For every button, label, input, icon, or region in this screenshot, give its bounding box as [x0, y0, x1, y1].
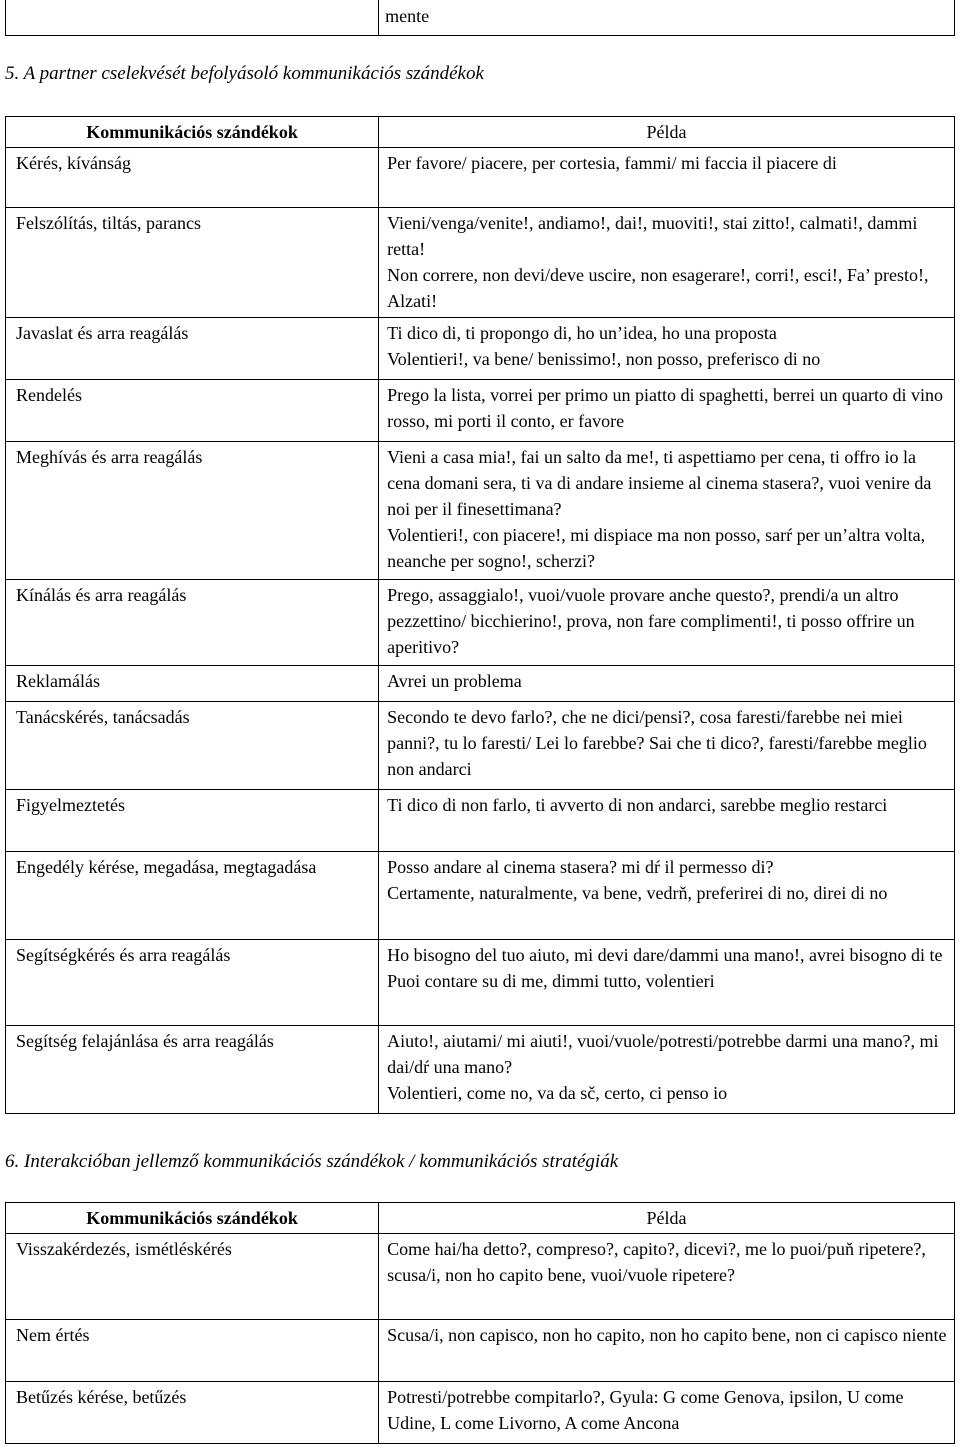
intent-cell: Felszólítás, tiltás, parancs: [6, 208, 379, 318]
intent-cell: Figyelmeztetés: [6, 790, 379, 852]
table-row: [6, 852, 955, 940]
intent-cell: Segítségkérés és arra reagálás: [6, 940, 379, 1026]
example-cell: [379, 790, 955, 852]
example-text: Vieni a casa mia!, fai un salto da me!, ti aspettiamo per cena, ti offro io la cena domani sera, ti va di andare insieme al cinema stasera?, vuoi venire da noi per il finesettimana?: [387, 447, 932, 519]
table-row: [6, 702, 955, 790]
table-row: [6, 580, 955, 666]
example-text: Ti dico di non farlo, ti avverto di non andarci, sarebbe meglio restarci: [387, 795, 888, 815]
column-header: Kommunikációs szándékok: [6, 1203, 379, 1234]
intent-cell: Nem értés: [6, 1320, 379, 1382]
intent-cell: Segítség felajánlása és arra reagálás: [6, 1026, 379, 1114]
table-header-row: [6, 117, 955, 148]
example-text: Volentieri, come no, va da sč, certo, ci penso io: [387, 1083, 728, 1103]
section-title: 5. A partner cselekvését befolyásoló kommunikációs szándékok: [5, 63, 484, 84]
example-cell: [379, 580, 955, 666]
example-cell: [379, 702, 955, 790]
example-text: Potresti/potrebbe compitarlo?, Gyula: G come Genova, ipsilon, U come Udine, L come Livorno, A come Ancona: [387, 1387, 904, 1433]
example-cell: [379, 1320, 955, 1382]
example-cell: [379, 380, 955, 442]
table-row: [6, 790, 955, 852]
intent-cell: Reklamálás: [6, 666, 379, 702]
table-row: [6, 1382, 955, 1444]
example-cell: [379, 1026, 955, 1114]
table-row: [6, 148, 955, 208]
continued-table: [5, 0, 955, 36]
column-header: Példa: [379, 1203, 955, 1234]
example-text: Avrei un problema: [387, 671, 522, 691]
table-row: [6, 0, 955, 36]
table-row: [6, 380, 955, 442]
example-cell: [379, 208, 955, 318]
intent-table: [5, 116, 955, 1114]
column-header: Példa: [379, 117, 955, 148]
intent-cell: Rendelés: [6, 380, 379, 442]
example-text: Volentieri!, va bene/ benissimo!, non posso, preferisco di no: [387, 349, 821, 369]
intent-cell: Kérés, kívánság: [6, 148, 379, 208]
section-title: 6. Interakcióban jellemző kommunikációs szándékok / kommunikációs stratégiák: [5, 1151, 619, 1172]
example-text: Volentieri!, con piacere!, mi dispiace ma non posso, sarŕ per un’altra volta, neanche per sogno!, scherzi?: [387, 525, 926, 571]
example-text: Aiuto!, aiutami/ mi aiuti!, vuoi/vuole/potresti/potrebbe darmi una mano?, mi dai/dŕ una mano?: [387, 1031, 939, 1077]
example-cell: [379, 940, 955, 1026]
table-row: [6, 940, 955, 1026]
example-cell: [379, 1382, 955, 1444]
example-text: Prego, assaggialo!, vuoi/vuole provare anche questo?, prendi/a un altro pezzettino/ bicchierino!, prova, non fare complimenti!, ti posso offrire un aperitivo?: [387, 585, 915, 657]
table-row: [6, 208, 955, 318]
example-cell: [379, 148, 955, 208]
table-row: [6, 1320, 955, 1382]
table-cell: [6, 0, 379, 36]
example-cell: [379, 318, 955, 380]
example-text: Prego la lista, vorrei per primo un piatto di spaghetti, berrei un quarto di vino rosso, mi porti il conto, er favore: [387, 385, 943, 431]
example-text: Ti dico di, ti propongo di, ho un’idea, ho una proposta: [387, 323, 777, 343]
table-row: [6, 318, 955, 380]
intent-cell: Meghívás és arra reagálás: [6, 442, 379, 580]
example-cell: [379, 442, 955, 580]
example-text: Posso andare al cinema stasera? mi dŕ il permesso di?: [387, 857, 774, 877]
example-cell: [379, 1234, 955, 1320]
table-row: [6, 666, 955, 702]
column-header: Kommunikációs szándékok: [6, 117, 379, 148]
interaction-table: [5, 1202, 955, 1444]
example-text: Scusa/i, non capisco, non ho capito, non ho capito bene, non ci capisco niente: [387, 1325, 947, 1345]
table-row: [6, 1026, 955, 1114]
example-cell: [379, 852, 955, 940]
example-text: Certamente, naturalmente, va bene, vedrň, preferirei di no, direi di no: [387, 883, 888, 903]
table-header-row: [6, 1203, 955, 1234]
intent-cell: Visszakérdezés, ismétléskérés: [6, 1234, 379, 1320]
intent-cell: Javaslat és arra reagálás: [6, 318, 379, 380]
example-text: Vieni/venga/venite!, andiamo!, dai!, muoviti!, stai zitto!, calmati!, dammi retta!: [387, 213, 918, 259]
example-text: Puoi contare su di me, dimmi tutto, volentieri: [387, 971, 715, 991]
table-row: [6, 1234, 955, 1320]
table-cell: mente: [379, 0, 955, 36]
example-text: Come hai/ha detto?, compreso?, capito?, dicevi?, me lo puoi/puň ripetere?, scusa/i, non ho capito bene, vuoi/vuole ripetere?: [387, 1239, 926, 1285]
example-text: Per favore/ piacere, per cortesia, fammi/ mi faccia il piacere di: [387, 153, 837, 173]
example-text: Ho bisogno del tuo aiuto, mi devi dare/dammi una mano!, avrei bisogno di te: [387, 945, 943, 965]
table-row: [6, 442, 955, 580]
intent-cell: Engedély kérése, megadása, megtagadása: [6, 852, 379, 940]
intent-cell: Betűzés kérése, betűzés: [6, 1382, 379, 1444]
example-cell: [379, 666, 955, 702]
intent-cell: Kínálás és arra reagálás: [6, 580, 379, 666]
intent-cell: Tanácskérés, tanácsadás: [6, 702, 379, 790]
example-text: Secondo te devo farlo?, che ne dici/pensi?, cosa faresti/farebbe nei miei panni?, tu lo faresti/ Lei lo farebbe? Sai che ti dico?, faresti/farebbe meglio non andarci: [387, 707, 927, 779]
example-text: Non correre, non devi/deve uscire, non esagerare!, corri!, esci!, Fa’ presto!, Alzati!: [387, 265, 929, 311]
